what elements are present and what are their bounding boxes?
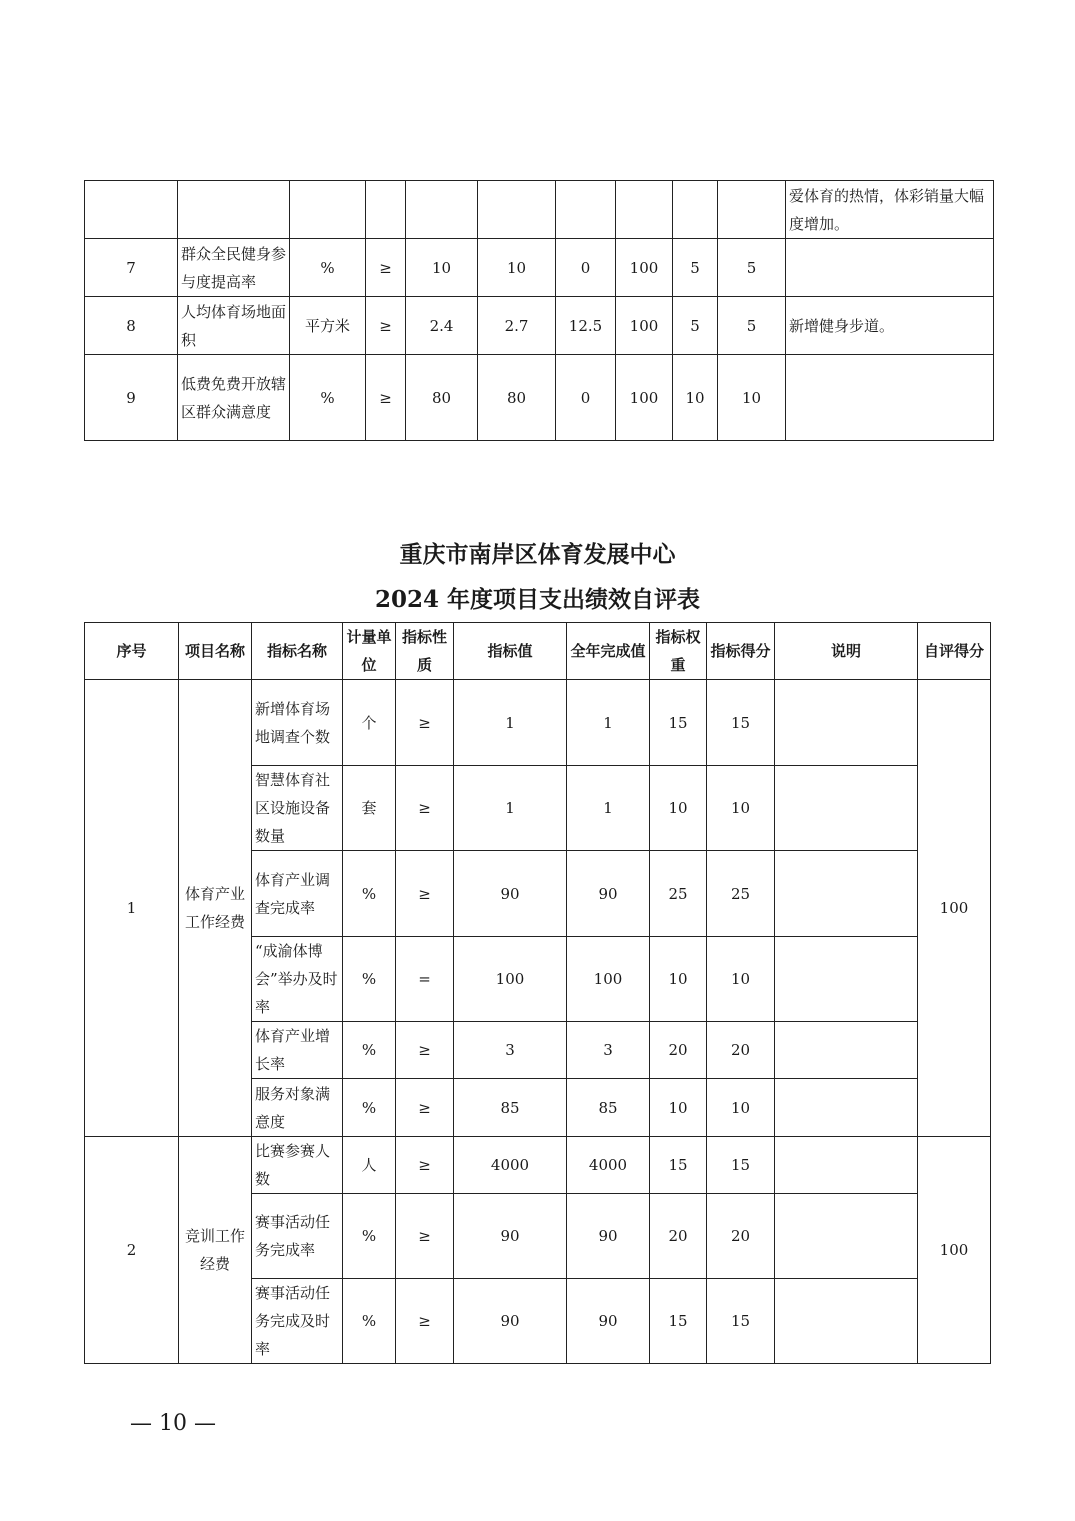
note-cell [775, 680, 918, 766]
target-cell: 80 [406, 355, 478, 441]
score-cell: 10 [707, 1079, 775, 1137]
nature-cell: ≥ [396, 1279, 454, 1364]
unit-cell: 人 [343, 1137, 396, 1194]
deviation-cell: 0 [556, 239, 616, 297]
target-cell: 100 [454, 937, 567, 1022]
indicator-name-cell: 低费免费开放辖区群众满意度 [178, 355, 290, 441]
header-note: 说明 [775, 623, 918, 680]
nature-cell: ≥ [396, 1194, 454, 1279]
document-subtitle: 2024 年度项目支出绩效自评表 [374, 586, 701, 613]
note-cell [775, 851, 918, 937]
indicator-name-cell: 赛事活动任务完成及时率 [252, 1279, 343, 1364]
project-name-cell: 竞训工作经费 [179, 1137, 252, 1364]
note-cell: 新增健身步道。 [786, 297, 994, 355]
unit-cell: % [343, 1079, 396, 1137]
unit-cell: % [290, 355, 366, 441]
nature-cell: ≥ [396, 1022, 454, 1079]
table-row [85, 1137, 991, 1194]
project-name-cell: 体育产业工作经费 [179, 680, 252, 1137]
note-cell [775, 1079, 918, 1137]
indicator-name-cell: “成渝体博会”举办及时率 [252, 937, 343, 1022]
score-cell: 15 [707, 1279, 775, 1364]
completion-cell: 100 [616, 355, 673, 441]
header-actual: 全年完成值 [567, 623, 650, 680]
header-seq: 序号 [85, 623, 179, 680]
seq-cell: 9 [85, 355, 178, 441]
table-row [85, 680, 991, 766]
target-cell: 1 [454, 680, 567, 766]
indicator-name-cell: 体育产业调查完成率 [252, 851, 343, 937]
score-cell: 20 [707, 1194, 775, 1279]
score-cell: 15 [707, 680, 775, 766]
note-cell [775, 766, 918, 851]
weight-cell: 10 [650, 937, 707, 1022]
target-cell: 90 [454, 1279, 567, 1364]
header-score: 指标得分 [707, 623, 775, 680]
completion-cell: 100 [616, 239, 673, 297]
unit-cell: % [343, 1194, 396, 1279]
self-score-cell: 100 [918, 1137, 991, 1364]
actual-cell: 90 [567, 1279, 650, 1364]
target-cell: 85 [454, 1079, 567, 1137]
group-seq-cell: 2 [85, 1137, 179, 1364]
weight-cell: 5 [673, 239, 718, 297]
actual-cell: 3 [567, 1022, 650, 1079]
actual-cell: 10 [478, 239, 556, 297]
score-cell: 5 [718, 239, 786, 297]
seq-cell [85, 181, 178, 239]
header-row [85, 623, 991, 680]
actual-cell: 90 [567, 851, 650, 937]
actual-cell: 1 [567, 766, 650, 851]
nature-cell: ≥ [396, 1137, 454, 1194]
weight-cell: 20 [650, 1022, 707, 1079]
table-row [85, 239, 994, 297]
indicator-name-cell: 人均体育场地面积 [178, 297, 290, 355]
score-cell: 10 [707, 766, 775, 851]
indicator-name-cell: 服务对象满意度 [252, 1079, 343, 1137]
weight-cell: 5 [673, 297, 718, 355]
score-cell: 25 [707, 851, 775, 937]
header-self-score: 自评得分 [918, 623, 991, 680]
target-cell [406, 181, 478, 239]
weight-cell [673, 181, 718, 239]
unit-cell: 个 [343, 680, 396, 766]
nature-cell: ≥ [396, 680, 454, 766]
target-cell: 90 [454, 851, 567, 937]
deviation-cell [556, 181, 616, 239]
actual-cell: 85 [567, 1079, 650, 1137]
indicator-name-cell: 新增体育场地调查个数 [252, 680, 343, 766]
table-row [85, 297, 994, 355]
operator-cell: ≥ [366, 297, 406, 355]
indicator-name-cell: 群众全民健身参与度提高率 [178, 239, 290, 297]
group-seq-cell: 1 [85, 680, 179, 1137]
completion-cell: 100 [616, 297, 673, 355]
unit-cell: % [343, 1279, 396, 1364]
document-title: 重庆市南岸区体育发展中心 [399, 541, 676, 568]
indicator-name-cell [178, 181, 290, 239]
target-cell: 2.4 [406, 297, 478, 355]
nature-cell: ≥ [396, 766, 454, 851]
score-cell: 20 [707, 1022, 775, 1079]
actual-cell: 80 [478, 355, 556, 441]
target-cell: 3 [454, 1022, 567, 1079]
note-cell [775, 1022, 918, 1079]
header-indicator: 指标名称 [252, 623, 343, 680]
table-row [85, 181, 994, 239]
note-cell [786, 355, 994, 441]
unit-cell: % [290, 239, 366, 297]
note-cell [775, 1137, 918, 1194]
operator-cell: ≥ [366, 355, 406, 441]
completion-cell [616, 181, 673, 239]
unit-cell: % [343, 1022, 396, 1079]
unit-cell [290, 181, 366, 239]
seq-cell: 8 [85, 297, 178, 355]
table-row [85, 355, 994, 441]
actual-cell [478, 181, 556, 239]
unit-cell: 套 [343, 766, 396, 851]
weight-cell: 20 [650, 1194, 707, 1279]
weight-cell: 15 [650, 1137, 707, 1194]
seq-cell: 7 [85, 239, 178, 297]
actual-cell: 100 [567, 937, 650, 1022]
score-cell: 5 [718, 297, 786, 355]
indicator-name-cell: 体育产业增长率 [252, 1022, 343, 1079]
weight-cell: 15 [650, 680, 707, 766]
operator-cell: ≥ [366, 239, 406, 297]
target-cell: 10 [406, 239, 478, 297]
indicator-table-continued [84, 180, 994, 441]
unit-cell: 平方米 [290, 297, 366, 355]
header-project: 项目名称 [179, 623, 252, 680]
page-number: — 10 — [130, 1411, 216, 1436]
note-cell [786, 239, 994, 297]
deviation-cell: 0 [556, 355, 616, 441]
header-unit: 计量单位 [343, 623, 396, 680]
note-cell [775, 1194, 918, 1279]
actual-cell: 2.7 [478, 297, 556, 355]
actual-cell: 90 [567, 1194, 650, 1279]
actual-cell: 1 [567, 680, 650, 766]
header-target: 指标值 [454, 623, 567, 680]
note-cell [775, 937, 918, 1022]
score-cell: 10 [718, 355, 786, 441]
deviation-cell: 12.5 [556, 297, 616, 355]
indicator-name-cell: 智慧体育社区设施设备数量 [252, 766, 343, 851]
header-weight: 指标权重 [650, 623, 707, 680]
nature-cell: ≥ [396, 851, 454, 937]
score-cell: 10 [707, 937, 775, 1022]
indicator-name-cell: 比赛参赛人数 [252, 1137, 343, 1194]
nature-cell: ≥ [396, 1079, 454, 1137]
unit-cell: % [343, 851, 396, 937]
note-cell: 爱体育的热情，体彩销量大幅度增加。 [786, 181, 994, 239]
target-cell: 4000 [454, 1137, 567, 1194]
note-cell [775, 1279, 918, 1364]
performance-evaluation-table [84, 622, 991, 1364]
self-score-cell: 100 [918, 680, 991, 1137]
score-cell [718, 181, 786, 239]
score-cell: 15 [707, 1137, 775, 1194]
target-cell: 90 [454, 1194, 567, 1279]
weight-cell: 10 [650, 766, 707, 851]
operator-cell [366, 181, 406, 239]
unit-cell: % [343, 937, 396, 1022]
indicator-name-cell: 赛事活动任务完成率 [252, 1194, 343, 1279]
weight-cell: 10 [650, 1079, 707, 1137]
nature-cell: = [396, 937, 454, 1022]
actual-cell: 4000 [567, 1137, 650, 1194]
header-nature: 指标性质 [396, 623, 454, 680]
weight-cell: 15 [650, 1279, 707, 1364]
target-cell: 1 [454, 766, 567, 851]
weight-cell: 25 [650, 851, 707, 937]
weight-cell: 10 [673, 355, 718, 441]
